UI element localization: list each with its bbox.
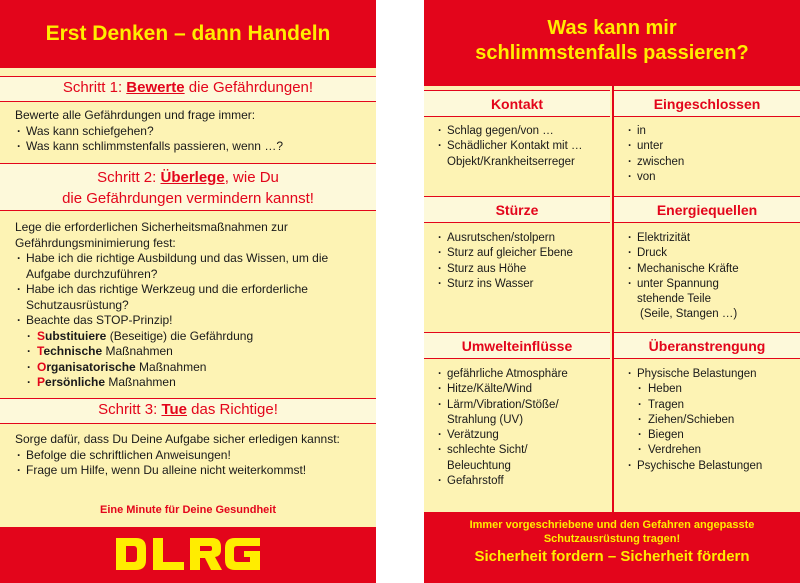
eingeschlossen-list xyxy=(626,124,796,185)
list-item: · Heben xyxy=(626,382,798,397)
stop-rest: Maßnahmen xyxy=(102,344,173,358)
list-item: · Sturz aus Höhe xyxy=(436,262,608,277)
list-item: · Hitze/Kälte/Wind xyxy=(436,382,606,397)
stop-word: ubstituiere xyxy=(45,328,107,343)
left-footer xyxy=(0,527,376,583)
ueber-heading: Überanstrengung xyxy=(614,332,800,359)
step2-keyword: Überlege xyxy=(160,169,225,186)
list-item: · Mechanische Kräfte xyxy=(626,262,798,277)
right-header xyxy=(424,0,800,86)
list-item: · Habe ich das richtige Werkzeug und die erforderliche Schutzausrüstung? xyxy=(15,282,365,313)
stop-rest: (Beseitige) die Gefährdung xyxy=(106,328,254,343)
left-title: Erst Denken – dann Handeln xyxy=(45,22,331,45)
list-item: · Was kann schlimmstenfalls passieren, wenn …? xyxy=(15,139,365,155)
step3-prefix: Schritt 3: xyxy=(98,401,162,418)
stop-letter: S xyxy=(37,328,46,343)
step2-suffix: , wie Du xyxy=(224,169,279,186)
step1-body xyxy=(15,108,365,155)
kontakt-heading: Kontakt xyxy=(424,90,610,117)
list-item: · unter xyxy=(626,139,796,154)
stuerze-list xyxy=(436,231,608,292)
stop-rest: Maßnahmen xyxy=(135,359,207,374)
right-card xyxy=(424,0,800,583)
stop-word: echnische xyxy=(43,344,103,358)
list-item: · Was kann schiefgehen? xyxy=(15,124,365,140)
footer-note xyxy=(424,518,800,546)
left-header xyxy=(0,0,376,68)
footer-line1: Immer vorgeschriebene und den Gefahren angepasste xyxy=(469,519,755,531)
list-item: · Elektrizität xyxy=(626,231,798,246)
grid-divider xyxy=(612,86,614,512)
right-title-line1: Was kann mir xyxy=(547,17,677,39)
list-item: (Seile, Stangen …) xyxy=(640,308,738,321)
list-item: · Schlag gegen/von … xyxy=(436,124,606,139)
list-item: · Ausrutschen/stolpern xyxy=(436,231,608,246)
list-item: · Biegen xyxy=(626,428,798,443)
list-item: · Habe ich die richtige Ausbildung und das Wissen, um die Aufgabe durchzuführen? xyxy=(15,251,365,282)
right-title xyxy=(424,16,800,66)
hazard-grid xyxy=(424,86,800,512)
footer-slogan: Sicherheit fordern – Sicherheit fördern xyxy=(474,548,750,565)
step3-body xyxy=(15,432,365,479)
stop-letter: P xyxy=(37,375,46,389)
stop-rest: Maßnahmen xyxy=(105,375,176,389)
step1-keyword: Bewerte xyxy=(126,79,185,96)
step3-keyword: Tue xyxy=(161,401,188,418)
step2-intro: Lege die erforderlichen Sicherheitsmaßnahmen zur Gefährdungsminimierung fest: xyxy=(15,220,288,250)
step1-heading xyxy=(0,76,376,102)
list-item: · Frage um Hilfe, wenn Du alleine nicht weiterkommst! xyxy=(15,463,365,479)
stop-letter: T xyxy=(37,344,44,358)
list-item: · Befolge die schriftlichen Anweisungen! xyxy=(15,448,365,464)
step3-heading xyxy=(0,398,376,424)
stop-item-s xyxy=(15,329,365,345)
list-item: · schlechte Sicht/ Beleuchtung xyxy=(436,443,606,474)
stop-letter: O xyxy=(37,359,47,374)
list-item: · Lärm/Vibration/Stöße/ Strahlung (UV) xyxy=(436,398,606,429)
list-item: · Druck xyxy=(626,246,798,261)
step2-body xyxy=(15,220,365,391)
list-item: · Sturz auf gleicher Ebene xyxy=(436,246,608,261)
step3-intro: Sorge dafür, dass Du Deine Aufgabe sicher erledigen kannst: xyxy=(15,432,340,446)
list-item: · in xyxy=(626,124,796,139)
list-item: · Tragen xyxy=(626,398,798,413)
eingeschlossen-heading: Eingeschlossen xyxy=(614,90,800,117)
step1-intro: Bewerte alle Gefährdungen und frage immer: xyxy=(15,108,256,122)
list-item: · gefährliche Atmosphäre xyxy=(436,367,606,382)
right-title-line2: schlimmstenfalls passieren? xyxy=(475,42,749,64)
umwelt-heading: Umwelteinflüsse xyxy=(424,332,610,359)
list-item: · Verdrehen xyxy=(626,443,798,458)
stuerze-heading: Stürze xyxy=(424,196,610,223)
energie-list xyxy=(626,231,798,323)
minute-slogan: Eine Minute für Deine Gesundheit xyxy=(99,504,277,516)
list-item: · Verätzung xyxy=(436,428,606,443)
list-item: · Beachte das STOP-Prinzip! xyxy=(15,313,365,329)
right-footer xyxy=(424,512,800,583)
list-item: · Physische Belastungen xyxy=(626,367,798,382)
list-item: · Sturz ins Wasser xyxy=(436,277,608,292)
stop-word: rganisatorische xyxy=(46,359,136,374)
list-item: · unter Spannung stehende Teile xyxy=(626,277,798,308)
list-item: · Ziehen/Schieben xyxy=(626,413,798,428)
step1-prefix: Schritt 1: xyxy=(62,79,127,96)
energie-heading: Energiequellen xyxy=(614,196,800,223)
footer-line2: Schutzausrüstung tragen! xyxy=(543,533,681,545)
stop-item-p xyxy=(15,375,365,391)
list-item: · Psychische Belastungen xyxy=(626,459,798,474)
stop-item-t xyxy=(15,344,365,360)
step1-suffix: die Gefährdungen! xyxy=(184,79,314,96)
ueber-list xyxy=(626,367,798,474)
list-item: · Schädlicher Kontakt mit … Objekt/Krankheitserreger xyxy=(436,139,606,170)
left-card xyxy=(0,0,376,583)
step2-heading xyxy=(0,163,376,211)
kontakt-list xyxy=(436,124,606,170)
list-item: · Gefahrstoff xyxy=(436,474,606,489)
step2-line2: die Gefährdungen vermindern kannst! xyxy=(62,190,314,207)
list-item: · von xyxy=(626,170,796,185)
list-item: · zwischen xyxy=(626,155,796,170)
stop-item-o xyxy=(15,360,365,376)
step3-suffix: das Richtige! xyxy=(187,401,278,418)
stop-word: ersönliche xyxy=(45,375,106,389)
dlrg-logo xyxy=(114,536,262,572)
umwelt-list xyxy=(436,367,606,489)
step2-prefix: Schritt 2: xyxy=(97,169,161,186)
